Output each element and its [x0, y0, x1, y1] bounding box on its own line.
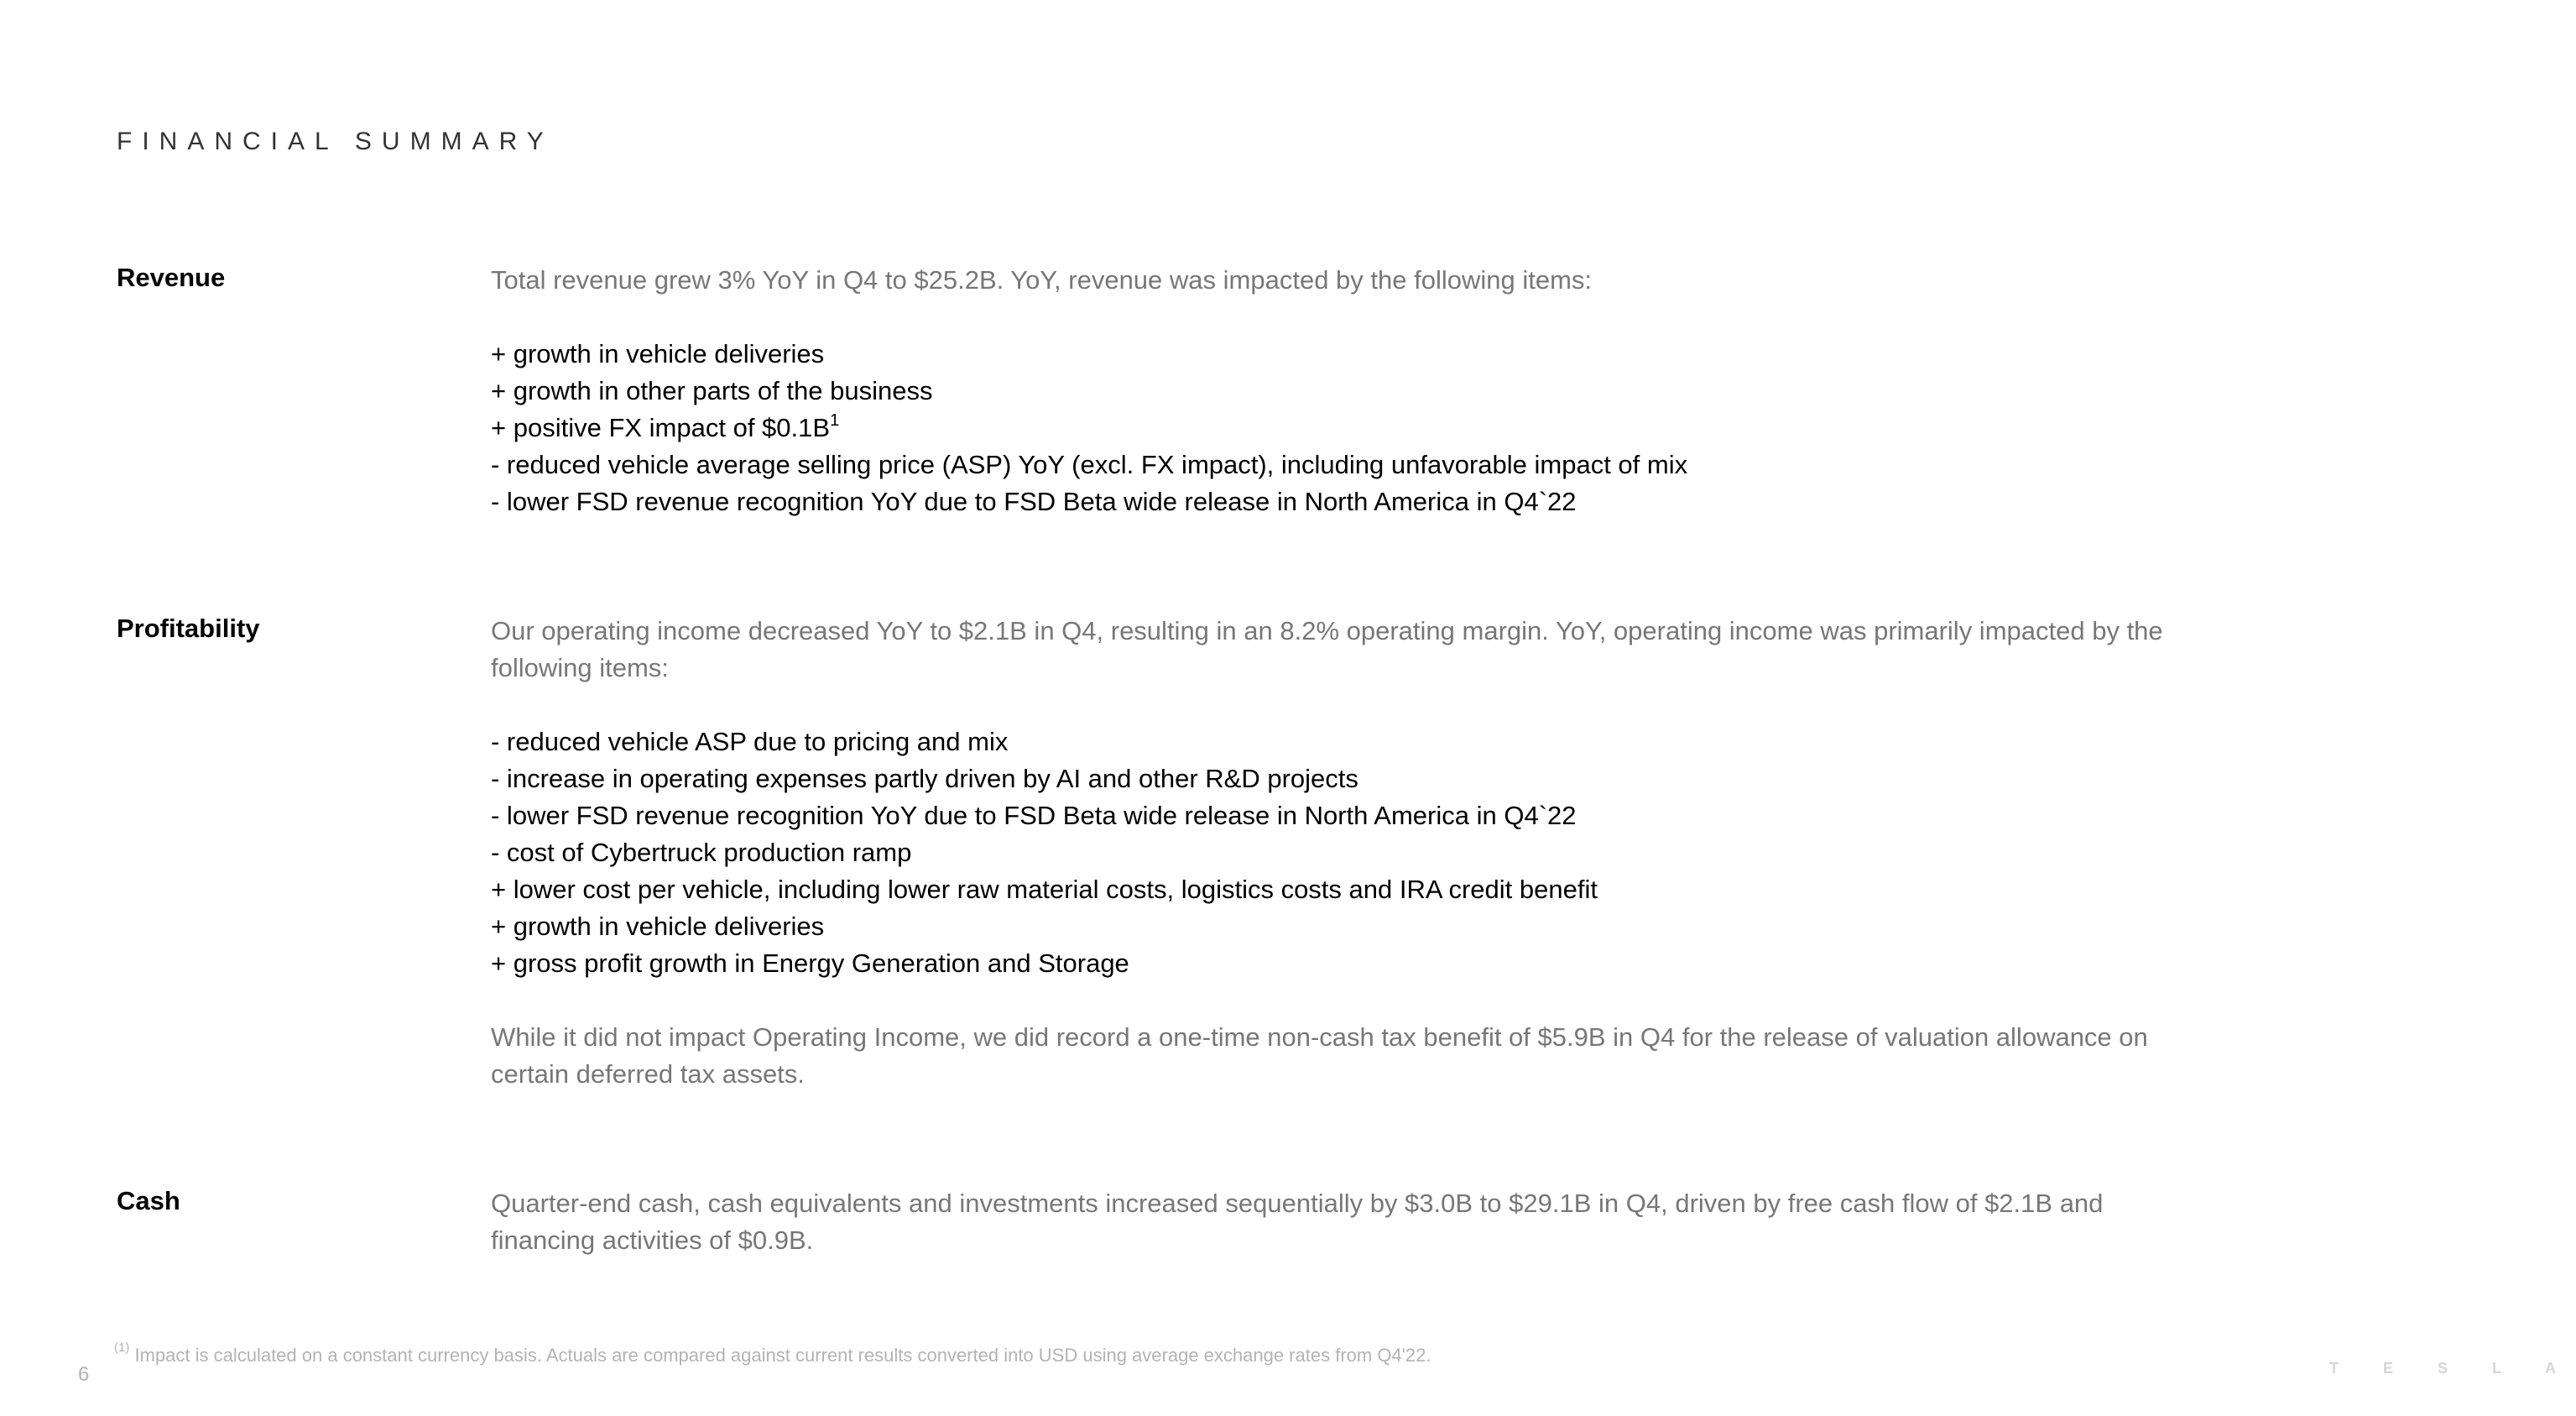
revenue-items	[491, 336, 2203, 520]
list-item: - cost of Cybertruck production ramp	[491, 838, 912, 867]
page-number: 6	[78, 1363, 90, 1386]
list-item	[491, 410, 2203, 447]
section-revenue	[491, 262, 2203, 520]
section-label-profitability: Profitability	[117, 614, 260, 643]
list-item: + growth in other parts of the business	[491, 376, 933, 405]
section-label-cash: Cash	[117, 1186, 180, 1215]
list-item-text: + positive FX impact of $0.1B	[491, 413, 831, 442]
list-item: - reduced vehicle ASP due to pricing and mix	[491, 727, 1009, 756]
footnote-reference: 1	[830, 410, 840, 430]
list-item: + lower cost per vehicle, including lower raw material costs, logistics costs and IRA credit benefit	[491, 875, 1598, 904]
section-cash	[491, 1185, 2203, 1259]
profitability-items	[491, 724, 2203, 982]
list-item: + growth in vehicle deliveries	[491, 339, 825, 368]
tesla-wordmark-icon: T E S L A	[2329, 1360, 2576, 1377]
page-title: FINANCIAL SUMMARY	[117, 128, 554, 155]
list-item: + growth in vehicle deliveries	[491, 912, 825, 941]
cash-intro: Quarter-end cash, cash equivalents and investments increased sequentially by $3.0B to $29.1B in Q4, driven by free cash flow of $2.1B and financing activities of $0.9B.	[491, 1189, 2104, 1255]
profitability-intro: Our operating income decreased YoY to $2.1B in Q4, resulting in an 8.2% operating margin. YoY, operating income was primarily impacted by the following items:	[491, 616, 2163, 682]
footnote	[114, 1340, 1431, 1366]
revenue-intro: Total revenue grew 3% YoY in Q4 to $25.2B. YoY, revenue was impacted by the following items:	[491, 265, 1593, 295]
list-item: + gross profit growth in Energy Generation and Storage	[491, 948, 1129, 978]
footnote-text: Impact is calculated on a constant currency basis. Actuals are compared against current results converted into USD using average exchange rates from Q4'22.	[129, 1345, 1431, 1366]
footnote-marker: (1)	[114, 1340, 130, 1355]
list-item: - lower FSD revenue recognition YoY due to FSD Beta wide release in North America in Q4`22	[491, 801, 1577, 830]
section-profitability	[491, 613, 2203, 1093]
section-label-revenue: Revenue	[117, 263, 226, 292]
list-item: - reduced vehicle average selling price (ASP) YoY (excl. FX impact), including unfavorable impact of mix	[491, 450, 1688, 479]
tax-benefit-note: While it did not impact Operating Income, we did record a one-time non-cash tax benefit of $5.9B in Q4 for the release of valuation allowance on certain deferred tax assets.	[491, 1022, 2148, 1089]
list-item: - increase in operating expenses partly driven by AI and other R&D projects	[491, 764, 1358, 793]
list-item: - lower FSD revenue recognition YoY due to FSD Beta wide release in North America in Q4`22	[491, 487, 1577, 516]
